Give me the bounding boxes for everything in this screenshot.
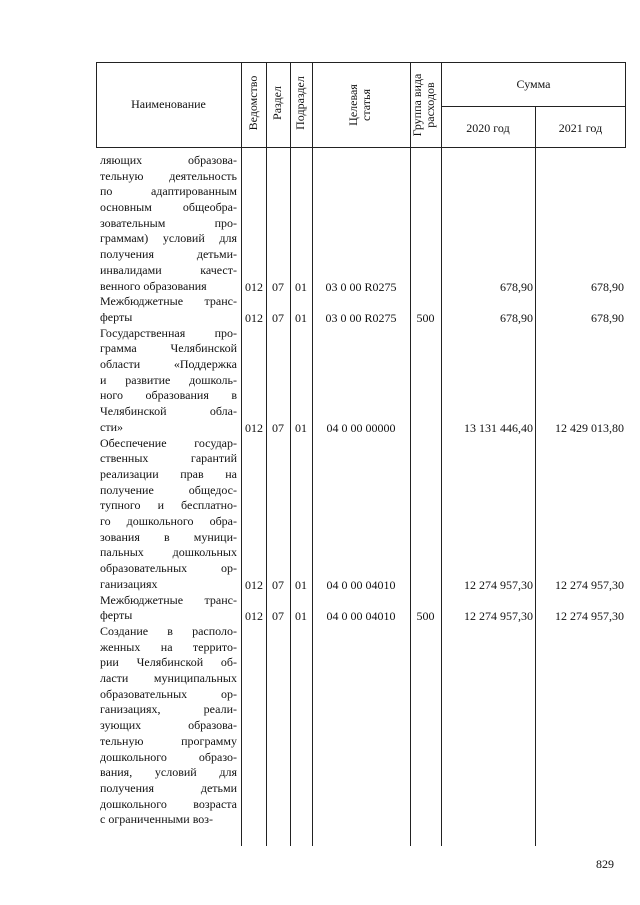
cell-sum-2021: 678,90: [591, 279, 624, 294]
cell-razdel: 07: [272, 311, 284, 325]
row-name-line: тельную деятельность: [100, 168, 237, 183]
col-divider: [441, 62, 442, 846]
page-number: 829: [596, 857, 614, 871]
header-vedomstvo: Ведомство: [246, 75, 260, 131]
row-name-line: женных на террито-: [100, 639, 237, 654]
cell-celevaya: 04 0 00 00000: [326, 420, 396, 435]
row-name-line: рии Челябинской об-: [100, 655, 237, 670]
cell-vedomstvo: 012: [245, 577, 263, 592]
cell-sum-2020: 12 274 957,30: [464, 609, 533, 624]
row-name: [100, 593, 237, 624]
row-name: [100, 294, 237, 325]
header-summa: Сумма: [516, 77, 551, 91]
row-name-line: образовательных ор-: [100, 686, 237, 701]
cell-podrazdel: 01: [295, 279, 307, 294]
row-name-line: тельную программу: [100, 733, 237, 748]
cell-sum-2021: 12 274 957,30: [555, 577, 624, 592]
col-divider: [266, 62, 267, 846]
cell-sum-2020: 678,90: [500, 279, 533, 294]
row-name-line: Обеспечение государ-: [100, 435, 237, 450]
row-name-line: дошкольного возраста: [100, 796, 237, 811]
row-name-line: пальных дошкольных: [100, 545, 237, 560]
row-name-line: реализации прав на: [100, 466, 237, 481]
row-name-line: Государственная про-: [100, 325, 237, 340]
cell-vedomstvo: 012: [245, 311, 263, 325]
cell-sum-2021: 12 274 957,30: [555, 609, 624, 624]
row-name-line: ферты: [100, 608, 133, 623]
cell-sum-2020: 678,90: [500, 311, 533, 325]
cell-celevaya: 04 0 00 04010: [326, 609, 396, 624]
row-name-line: Создание в располо-: [100, 624, 237, 638]
row-name-line: Межбюджетные транс-: [100, 294, 237, 309]
cell-podrazdel: 01: [295, 577, 307, 592]
row-name-line: дошкольного образо-: [100, 749, 237, 764]
row-name-line: Челябинской обла-: [100, 404, 237, 419]
row-name-line: зования в муници-: [100, 529, 237, 544]
row-name: [100, 624, 237, 828]
row-name-line: получение общедос-: [100, 482, 237, 497]
row-name-line: ственных гарантий: [100, 451, 237, 466]
row-name-line: грамма Челябинской: [100, 341, 237, 356]
row-name-line: по адаптированным: [100, 184, 237, 199]
row-name: [100, 436, 237, 593]
row-name-line: граммам) условий для: [100, 231, 237, 246]
col-divider: [241, 62, 242, 846]
cell-celevaya: 04 0 00 04010: [326, 577, 396, 592]
header-razdel: Раздел: [270, 86, 284, 120]
cell-podrazdel: 01: [295, 311, 307, 325]
header-celevaya: Целевая статья: [346, 84, 373, 126]
row-name-line: зовательным про-: [100, 215, 237, 230]
row-name-line: и развитие дошколь-: [100, 372, 237, 387]
col-divider: [625, 62, 626, 148]
cell-sum-2021: 12 429 013,80: [555, 420, 624, 435]
cell-razdel: 07: [272, 279, 284, 294]
header-name: Наименование: [131, 97, 206, 111]
cell-sum-2020: 12 274 957,30: [464, 577, 533, 592]
row-name-line: зующих образова-: [100, 718, 237, 733]
row-name-line: вания, условий для: [100, 765, 237, 780]
col-divider: [535, 106, 536, 846]
row-name-line: ферты: [100, 309, 133, 324]
row-name-line: Межбюджетные транс-: [100, 592, 237, 607]
row-name-line: венного образования: [100, 278, 207, 293]
cell-razdel: 07: [272, 577, 284, 592]
header-podrazdel: Подраздел: [293, 76, 307, 130]
cell-celevaya: 03 0 00 R0275: [325, 311, 397, 325]
cell-sum-2021: 678,90: [591, 311, 624, 325]
header-2021: 2021 год: [558, 121, 603, 135]
cell-celevaya: 03 0 00 R0275: [325, 279, 397, 294]
col-divider: [290, 62, 291, 846]
row-name-line: образовательных ор-: [100, 561, 237, 576]
cell-razdel: 07: [272, 609, 284, 624]
row-name-line: получения детьми-: [100, 247, 237, 262]
header-gruppa: Группа вида расходов: [410, 73, 437, 137]
row-name-line: инвалидами качест-: [100, 262, 237, 277]
cell-gruppa: 500: [416, 311, 435, 325]
row-name-line: с ограниченными воз-: [100, 812, 214, 827]
header-2020: 2020 год: [466, 121, 510, 135]
cell-podrazdel: 01: [295, 420, 307, 435]
row-name-line: основным общеобра-: [100, 200, 237, 215]
row-name-line: получения детьми: [100, 780, 237, 795]
row-name: [100, 153, 237, 294]
cell-vedomstvo: 012: [245, 279, 263, 294]
cell-sum-2020: 13 131 446,40: [464, 420, 533, 435]
row-name-line: ного образования в: [100, 388, 237, 403]
row-name-line: сти»: [100, 419, 123, 434]
cell-vedomstvo: 012: [245, 609, 263, 624]
col-divider: [410, 62, 411, 846]
row-name: [100, 326, 237, 436]
row-name-line: го дошкольного обра-: [100, 514, 237, 529]
cell-gruppa: 500: [416, 609, 435, 624]
cell-razdel: 07: [272, 420, 284, 435]
row-name-line: тупного и бесплатно-: [100, 498, 237, 513]
row-name-line: области «Поддержка: [100, 357, 237, 372]
row-name-line: ласти муниципальных: [100, 671, 237, 686]
row-name-line: ганизациях: [100, 576, 158, 591]
col-divider: [312, 62, 313, 846]
row-name-line: ляющих образова-: [100, 153, 237, 167]
row-name-line: ганизациях, реали-: [100, 702, 237, 717]
row-divider: [441, 106, 626, 107]
cell-vedomstvo: 012: [245, 420, 263, 435]
cell-podrazdel: 01: [295, 609, 307, 624]
